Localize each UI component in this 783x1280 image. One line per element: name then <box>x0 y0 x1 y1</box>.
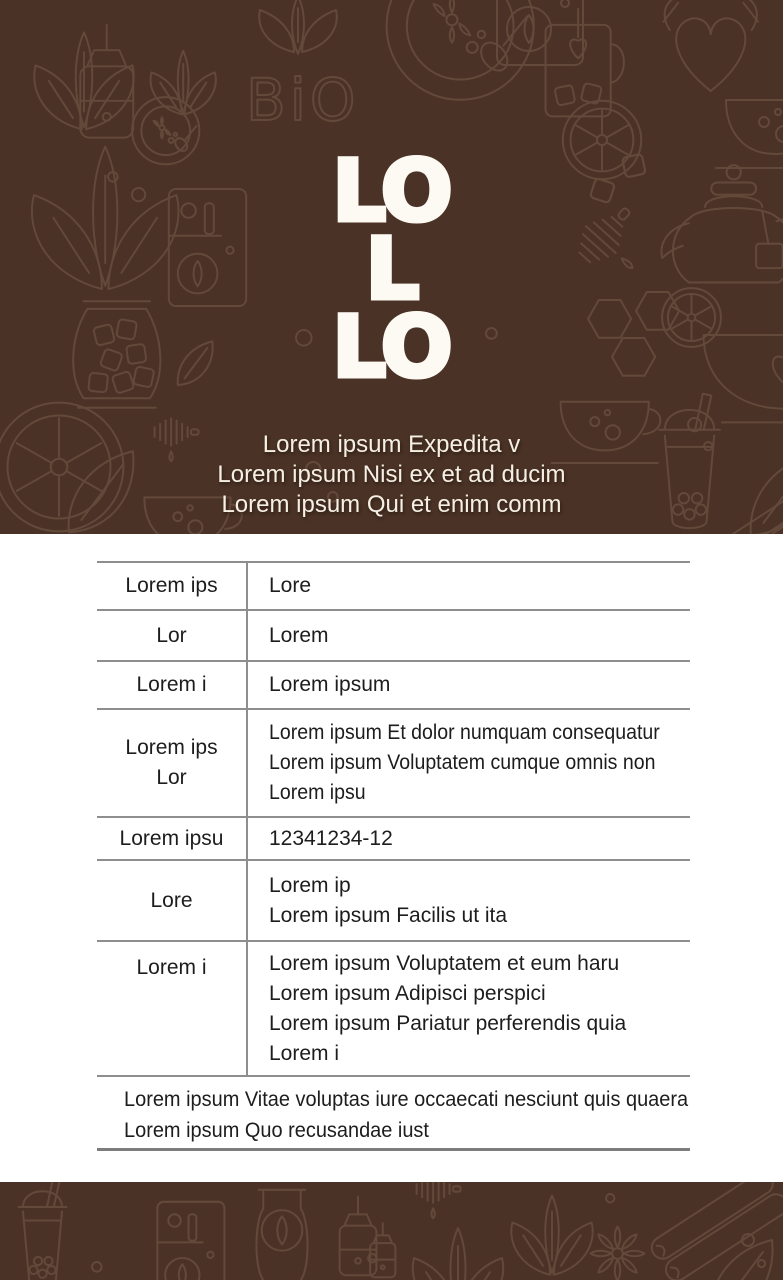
footer-band <box>0 1182 783 1280</box>
table-row <box>97 818 690 861</box>
row-label <box>97 818 248 859</box>
tagline-line: Lorem ipsum Nisi ex et ad ducim <box>217 461 566 488</box>
row-value <box>248 563 690 609</box>
row-value <box>248 710 690 816</box>
tagline-line: Lorem ipsum Qui et enim comm <box>221 491 562 518</box>
value-line: Lorem ipsum Pariatur perferendis quia <box>269 1011 627 1035</box>
table-row <box>97 942 690 1077</box>
value-line: Lore <box>269 574 312 597</box>
row-value <box>248 818 690 859</box>
value-line: 12341234-12 <box>269 826 393 850</box>
value-line: Lorem ipsum Et dolor numquam consequatur <box>269 721 660 744</box>
brand-logo <box>0 142 783 396</box>
label-line: Lore <box>150 888 193 912</box>
tea-pattern-footer <box>0 1182 783 1280</box>
label-line: Lor <box>156 766 187 789</box>
header-band <box>0 0 783 534</box>
row-value <box>248 942 690 1075</box>
label-line: Lorem ips <box>125 574 218 597</box>
label-line: Lor <box>156 623 187 647</box>
row-label <box>97 861 248 940</box>
row-label <box>97 662 248 708</box>
value-line: Lorem i <box>269 1041 340 1065</box>
row-label <box>97 611 248 660</box>
table-row <box>97 611 690 662</box>
table-row <box>97 710 690 818</box>
label-line: Lorem ipsu <box>119 826 224 850</box>
row-label <box>97 942 248 1075</box>
brand-tagline <box>0 430 783 520</box>
row-label <box>97 563 248 609</box>
note-line: Lorem ipsum Quo recusandae iust <box>124 1119 429 1142</box>
value-line: Lorem ipsu <box>269 781 366 804</box>
value-line: Lorem ipsum <box>269 673 391 696</box>
table-row <box>97 662 690 710</box>
value-line: Lorem ipsum Adipisci perspici <box>269 981 546 1005</box>
row-value <box>248 662 690 708</box>
note-line: Lorem ipsum Vitae voluptas iure occaecati nesciunt quis quaera <box>124 1088 689 1111</box>
label-line: Lorem i <box>136 956 207 979</box>
logo-line: L <box>365 220 418 318</box>
row-value <box>248 611 690 660</box>
table-note <box>97 1077 690 1151</box>
label-line: Lorem ips <box>125 736 218 759</box>
logo-line: LO <box>332 298 451 396</box>
table-row <box>97 861 690 942</box>
value-line: Lorem ipsum Voluptatem et eum haru <box>269 951 620 975</box>
tagline-line: Lorem ipsum Expedita v <box>262 431 521 458</box>
value-line: Lorem ip <box>269 873 351 897</box>
table-row <box>97 563 690 611</box>
logo-line: LO <box>332 142 451 240</box>
value-line: Lorem ipsum Facilis ut ita <box>269 903 508 927</box>
value-line: Lorem ipsum Voluptatem cumque omnis non <box>269 751 656 774</box>
row-label <box>97 710 248 816</box>
info-table <box>97 561 690 1151</box>
value-line: Lorem <box>269 623 329 647</box>
label-line: Lorem i <box>136 673 207 696</box>
row-value <box>248 861 690 940</box>
